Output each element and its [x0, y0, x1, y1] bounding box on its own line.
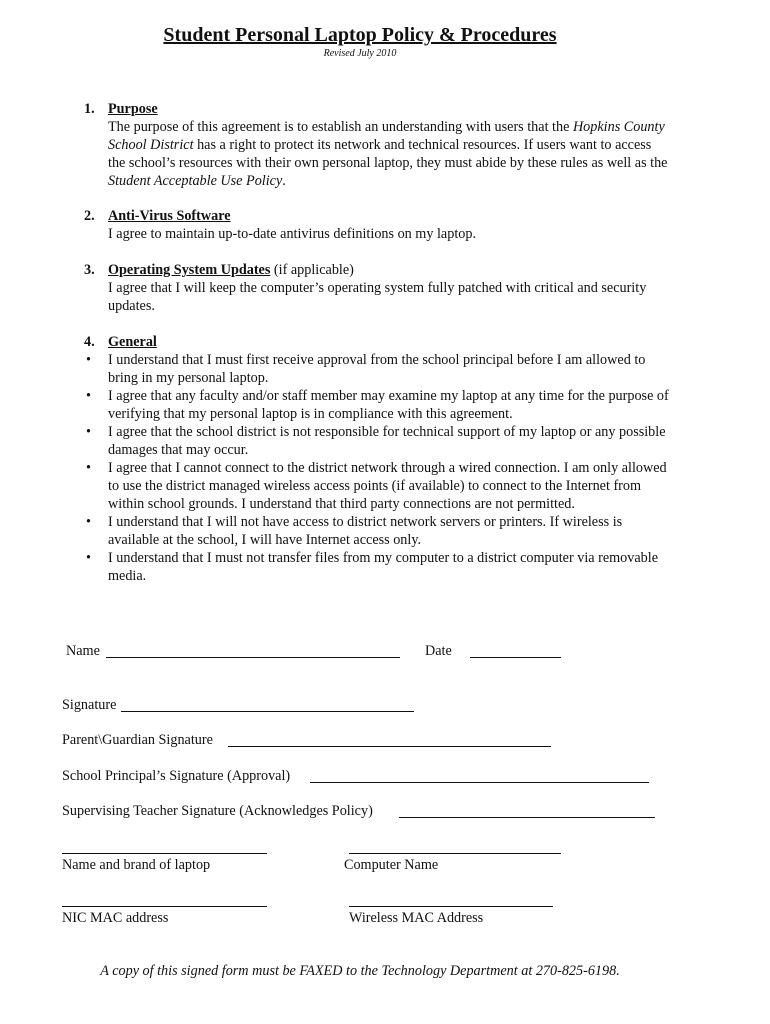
section-3-text: I agree that I will keep the computer’s operating system fully patched with critical and security updates. [108, 280, 647, 314]
list-item [84, 351, 674, 387]
name-field[interactable] [106, 657, 400, 658]
date-field[interactable] [470, 657, 561, 658]
parent-signature-label: Parent\Guardian Signature [62, 732, 213, 748]
bullet-icon: • [86, 460, 91, 476]
section-1-text-a: The purpose of this agreement is to establish an understanding with users that the [108, 119, 573, 135]
laptop-name-label: Name and brand of laptop [62, 857, 211, 873]
section-1-heading [108, 100, 158, 118]
bullet-icon: • [86, 388, 91, 404]
section-2-text: I agree to maintain up-to-date antivirus definitions on my laptop. [108, 226, 476, 242]
section-2-heading [108, 207, 231, 225]
nic-mac-label: NIC MAC address [62, 910, 169, 926]
section-3-heading-text: Operating System Updates [108, 262, 271, 278]
section-2-heading-text: Anti-Virus Software [108, 208, 231, 224]
section-1-text [108, 118, 668, 190]
date-label: Date [425, 643, 452, 659]
section-4-heading [108, 333, 157, 351]
bullet-text: I agree that any faculty and/or staff member may examine my laptop at any time for the purpose of verifying that my personal laptop is in compliance with this agreement. [108, 388, 669, 422]
wireless-mac-label: Wireless MAC Address [349, 910, 484, 926]
nic-mac-field[interactable] [62, 906, 267, 907]
page-title: Student Personal Laptop Policy & Procedures [163, 24, 557, 46]
district-name: Hopkins County School District [108, 119, 665, 153]
bullet-icon: • [86, 424, 91, 440]
bullet-icon: • [86, 550, 91, 566]
principal-signature-field[interactable] [310, 782, 649, 783]
bullet-icon: • [86, 352, 91, 368]
section-1-text-b: has a right to protect its network and technical resources. If users want to access the school’s resources with their own personal laptop, they must abide by these rules as well as the [108, 137, 668, 171]
parent-signature-field[interactable] [228, 746, 551, 747]
section-3-heading [108, 261, 354, 279]
section-4-number: 4. [84, 334, 95, 350]
general-bullet-list [84, 351, 674, 585]
bullet-text: I agree that the school district is not responsible for technical support of my laptop or any possible damages that may occur. [108, 424, 666, 458]
aup-name: Student Acceptable Use Policy [108, 173, 283, 189]
computer-name-label: Computer Name [344, 857, 439, 873]
signature-field[interactable] [121, 711, 414, 712]
list-item [84, 423, 674, 459]
list-item [84, 549, 674, 585]
revision-date: Revised July 2010 [323, 48, 397, 59]
name-label: Name [66, 643, 100, 659]
section-1-text-c: . [282, 173, 286, 189]
bullet-icon: • [86, 514, 91, 530]
teacher-signature-field[interactable] [399, 817, 655, 818]
section-3-number: 3. [84, 262, 95, 278]
bullet-text: I agree that I cannot connect to the district network through a wired connection. I am only allowed to use the district managed wireless access points (if available) to connect to the Internet from within school grounds. I understand that third party connections are not permitted. [108, 460, 667, 512]
wireless-mac-field[interactable] [349, 906, 553, 907]
signature-label: Signature [62, 697, 117, 713]
fax-instructions: A copy of this signed form must be FAXED to the Technology Department at 270-825-6198. [100, 963, 620, 979]
computer-name-field[interactable] [349, 853, 561, 854]
section-1-number: 1. [84, 101, 95, 117]
principal-signature-label: School Principal’s Signature (Approval) [62, 768, 291, 784]
section-1-heading-text: Purpose [108, 101, 158, 117]
section-4-heading-text: General [108, 334, 157, 350]
list-item [84, 513, 674, 549]
section-3-qualifier: (if applicable) [270, 262, 354, 278]
bullet-text: I understand that I must not transfer files from my computer to a district computer via removable media. [108, 550, 659, 584]
section-2-number: 2. [84, 208, 95, 224]
teacher-signature-label: Supervising Teacher Signature (Acknowledges Policy) [62, 803, 373, 819]
laptop-name-field[interactable] [62, 853, 267, 854]
bullet-text: I understand that I will not have access to district network servers or printers. If wireless is available at the school, I will have Internet access only. [108, 514, 623, 548]
list-item [84, 387, 674, 423]
list-item [84, 459, 674, 513]
bullet-text: I understand that I must first receive approval from the school principal before I am allowed to bring in my personal laptop. [108, 352, 646, 386]
